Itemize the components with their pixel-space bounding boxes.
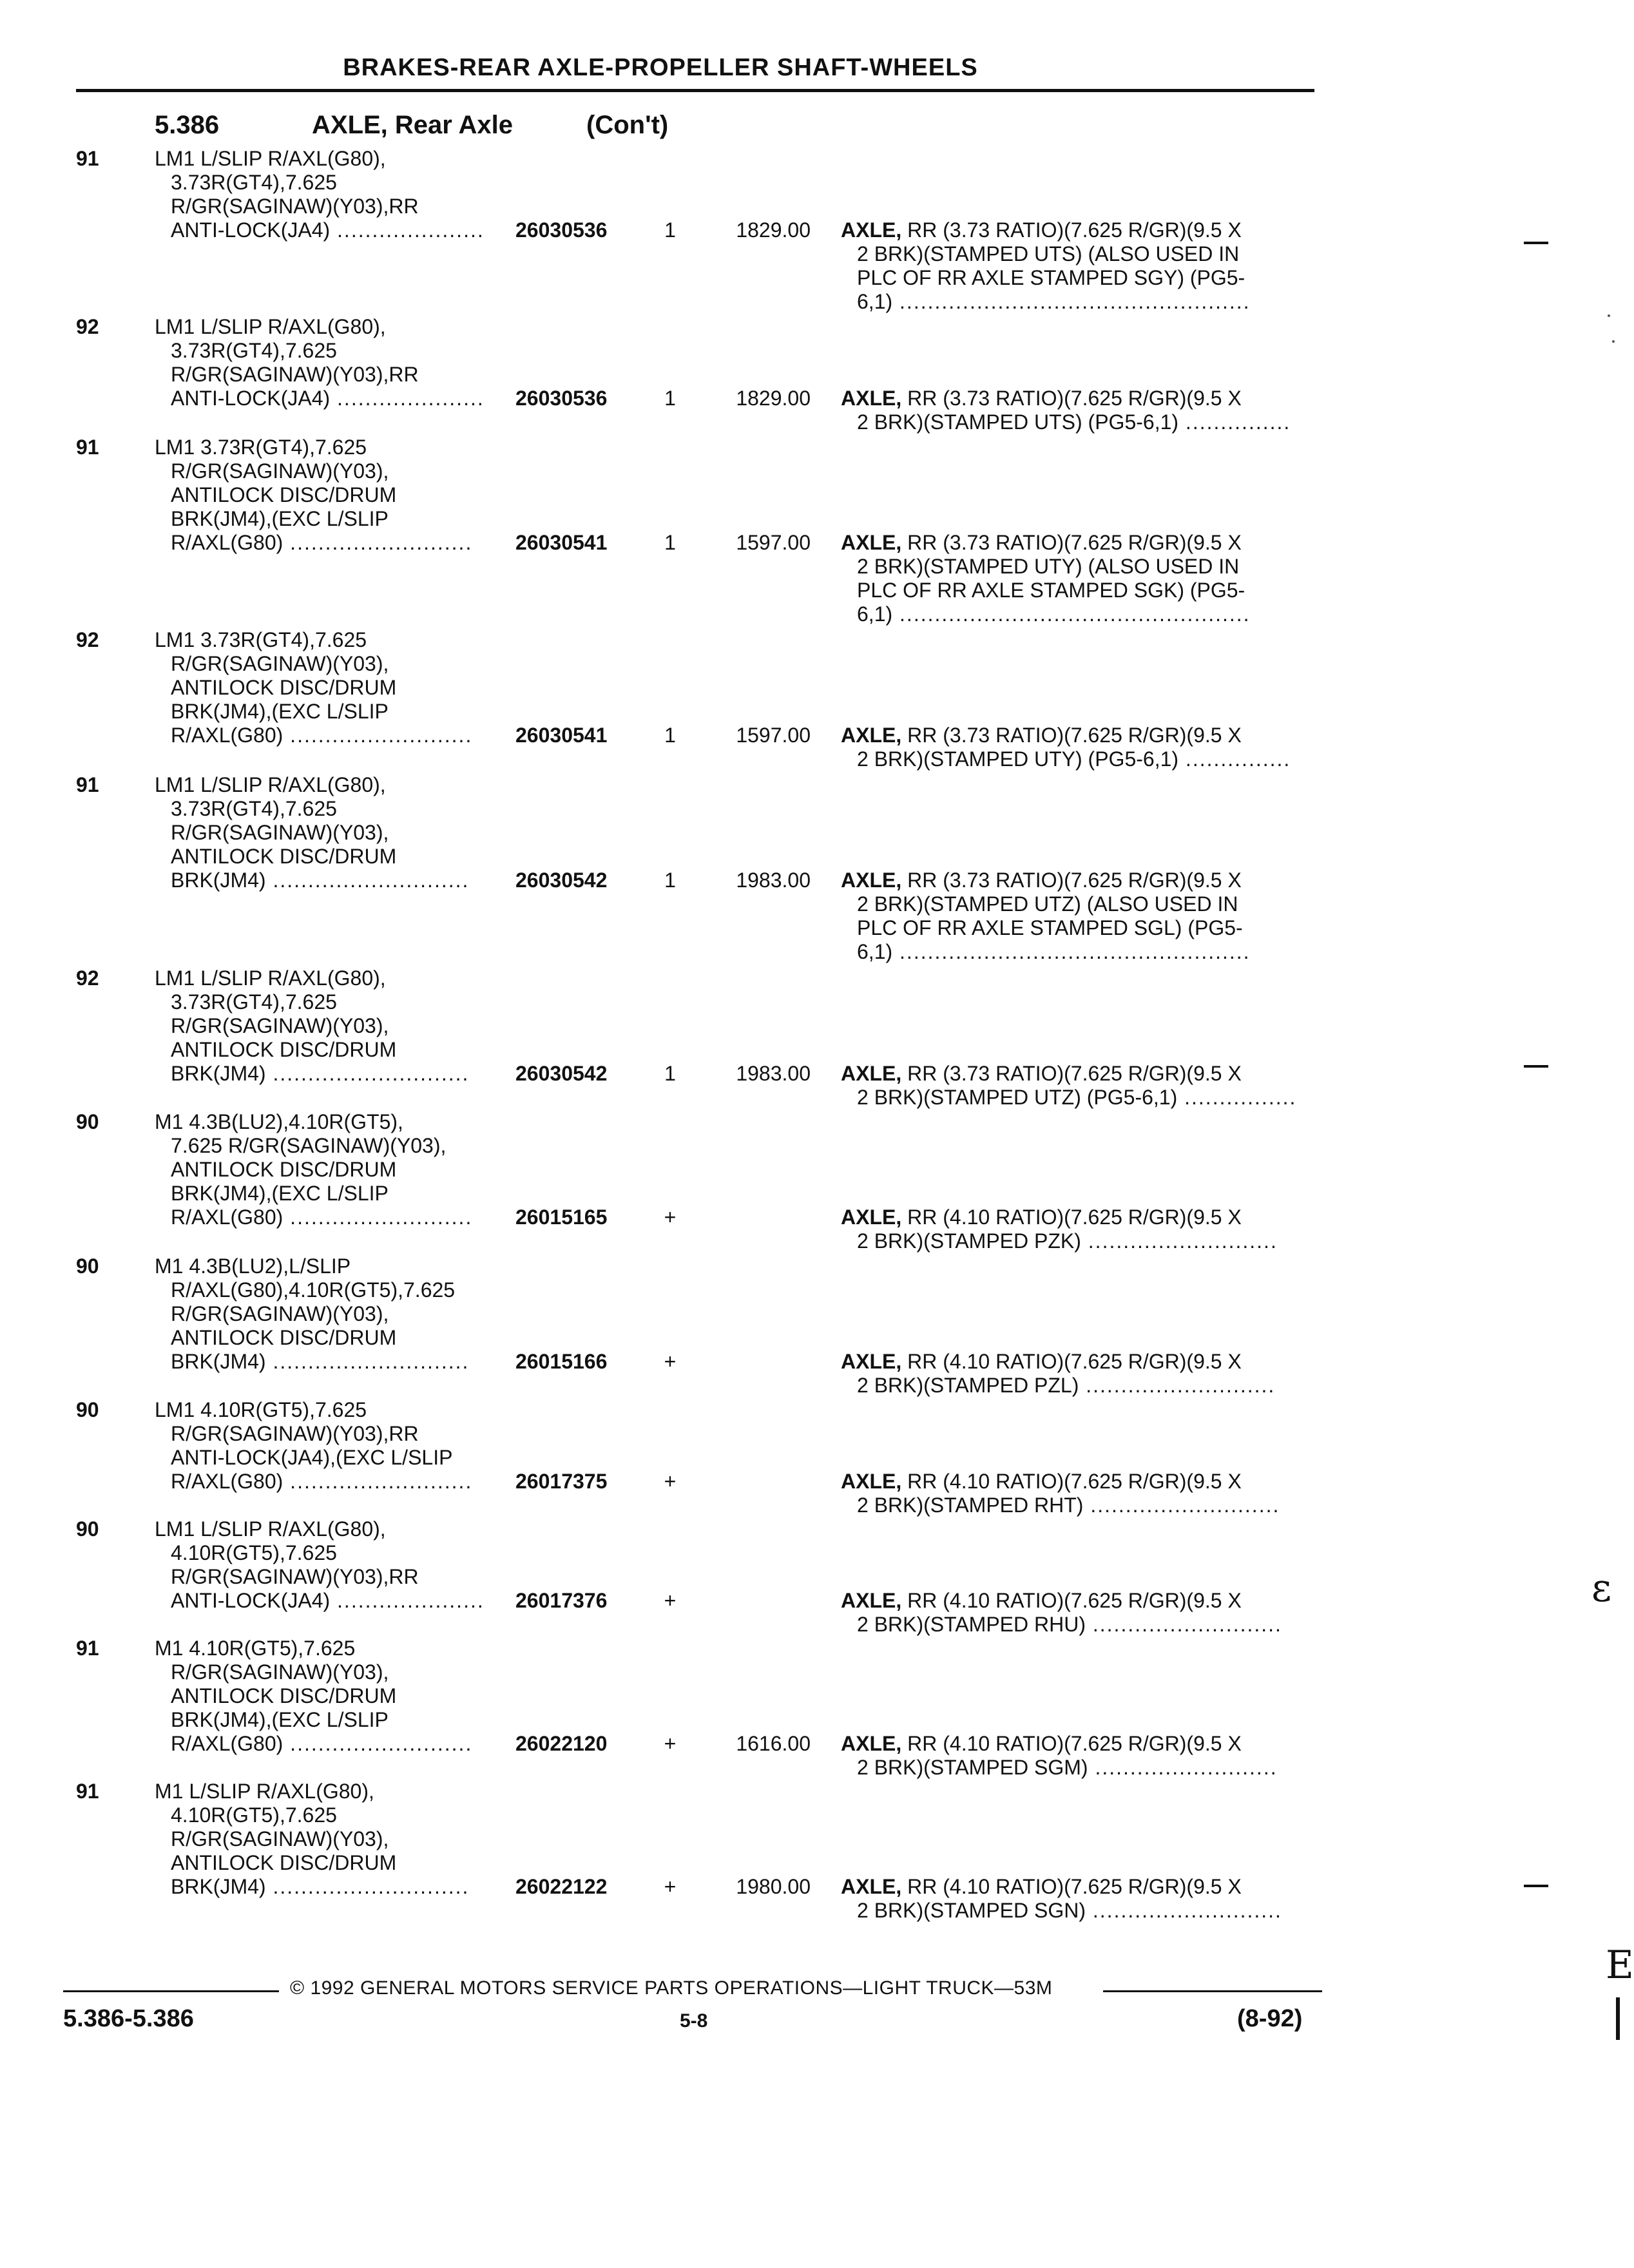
application-line bbox=[155, 821, 515, 845]
part-number: 26030541 bbox=[515, 724, 608, 747]
part-description-text: 2 BRK)(STAMPED UTY) (ALSO USED IN bbox=[857, 555, 1240, 578]
application-text: 3.73R(GT4),7.625 bbox=[171, 339, 337, 362]
application-text: 4.10R(GT5),7.625 bbox=[171, 1541, 337, 1564]
application-description bbox=[155, 773, 515, 892]
application-text: ANTI-LOCK(JA4) bbox=[171, 387, 331, 410]
application-text: R/AXL(G80) bbox=[171, 1206, 284, 1229]
application-line bbox=[155, 869, 515, 892]
dot-leader: ..................... bbox=[330, 1589, 485, 1612]
part-description-line bbox=[841, 1374, 1318, 1398]
dot-leader: ............... bbox=[1178, 410, 1291, 434]
application-line bbox=[155, 195, 515, 218]
part-description-line bbox=[841, 1899, 1318, 1923]
part-description-line bbox=[841, 1732, 1318, 1756]
part-noun: AXLE, bbox=[841, 1732, 902, 1755]
part-description-text: RR (3.73 RATIO)(7.625 R/GR)(9.5 X bbox=[907, 1062, 1242, 1085]
application-line bbox=[155, 1254, 515, 1278]
footer-copyright: © 1992 GENERAL MOTORS SERVICE PARTS OPERATIONS—LIGHT TRUCK—53M bbox=[290, 1977, 1053, 1999]
part-description bbox=[841, 1589, 1318, 1637]
application-description bbox=[155, 1637, 515, 1756]
part-description-text: 2 BRK)(STAMPED RHU) bbox=[857, 1613, 1086, 1636]
part-noun: AXLE, bbox=[841, 1350, 902, 1373]
application-line bbox=[155, 1062, 515, 1086]
margin-bar-mark bbox=[1616, 1997, 1620, 2040]
application-description bbox=[155, 1780, 515, 1899]
application-text: LM1 3.73R(GT4),7.625 bbox=[155, 628, 367, 651]
application-text: LM1 L/SLIP R/AXL(G80), bbox=[155, 966, 386, 990]
part-description-text: 2 BRK)(STAMPED UTY) (PG5-6,1) bbox=[857, 747, 1179, 771]
application-text: R/GR(SAGINAW)(Y03),RR bbox=[171, 195, 419, 218]
application-text: R/GR(SAGINAW)(Y03),RR bbox=[171, 363, 419, 386]
quantity: + bbox=[664, 1206, 677, 1229]
dot-leader: ........................... bbox=[1081, 1229, 1278, 1253]
application-line bbox=[155, 1422, 515, 1446]
part-number: 26022120 bbox=[515, 1732, 608, 1755]
application-text: ANTILOCK DISC/DRUM bbox=[171, 1326, 397, 1349]
part-description-line bbox=[841, 579, 1318, 602]
application-line bbox=[155, 1803, 515, 1827]
application-text: M1 4.10R(GT5),7.625 bbox=[155, 1637, 356, 1660]
quantity: 1 bbox=[664, 218, 676, 242]
part-description-text: 2 BRK)(STAMPED RHT) bbox=[857, 1494, 1084, 1517]
part-description-line bbox=[841, 724, 1318, 747]
part-description-text: 2 BRK)(STAMPED PZK) bbox=[857, 1229, 1081, 1253]
dot-leader: ........................... bbox=[1086, 1899, 1282, 1922]
application-line bbox=[155, 1780, 515, 1803]
application-text: BRK(JM4) bbox=[171, 1062, 266, 1085]
application-text: BRK(JM4),(EXC L/SLIP bbox=[171, 1182, 389, 1205]
application-line bbox=[155, 1589, 515, 1613]
dot-leader: .......................... bbox=[283, 1732, 473, 1755]
part-description bbox=[841, 387, 1318, 434]
application-line bbox=[155, 218, 515, 242]
margin-glyph-mark: E bbox=[1606, 1943, 1634, 1988]
application-line bbox=[155, 1398, 515, 1422]
application-text: BRK(JM4) bbox=[171, 869, 266, 892]
part-description-line bbox=[841, 1086, 1318, 1110]
application-line bbox=[155, 652, 515, 676]
part-description-text: PLC OF RR AXLE STAMPED SGL) (PG5- bbox=[857, 916, 1243, 939]
application-line bbox=[155, 845, 515, 869]
dot-leader: ..................... bbox=[330, 387, 485, 410]
part-noun: AXLE, bbox=[841, 869, 902, 892]
footer-rule-right bbox=[1103, 1990, 1322, 1992]
application-line bbox=[155, 507, 515, 531]
part-noun: AXLE, bbox=[841, 724, 902, 747]
quantity: + bbox=[664, 1470, 677, 1493]
part-description-line bbox=[841, 555, 1318, 579]
part-description bbox=[841, 218, 1318, 314]
part-number: 26017376 bbox=[515, 1589, 608, 1612]
quantity: + bbox=[664, 1875, 677, 1898]
part-description-line bbox=[841, 218, 1318, 242]
dot-leader: ............................ bbox=[265, 1875, 470, 1898]
part-description bbox=[841, 1875, 1318, 1923]
part-description-text: 6,1) bbox=[857, 602, 893, 626]
application-text: ANTILOCK DISC/DRUM bbox=[171, 1851, 397, 1874]
application-text: R/GR(SAGINAW)(Y03), bbox=[171, 821, 389, 844]
margin-dash-mark bbox=[1524, 1885, 1548, 1887]
application-text: LM1 L/SLIP R/AXL(G80), bbox=[155, 147, 386, 170]
part-description-text: RR (3.73 RATIO)(7.625 R/GR)(9.5 X bbox=[907, 724, 1242, 747]
part-noun: AXLE, bbox=[841, 387, 902, 410]
dot-leader: .................................................. bbox=[892, 602, 1251, 626]
application-text: LM1 L/SLIP R/AXL(G80), bbox=[155, 773, 386, 796]
quantity: 1 bbox=[664, 1062, 676, 1085]
dot-leader: .......................... bbox=[1088, 1756, 1278, 1779]
model-year: 90 bbox=[76, 1398, 99, 1421]
part-description-line bbox=[841, 1470, 1318, 1494]
part-noun: AXLE, bbox=[841, 1470, 902, 1493]
application-description bbox=[155, 315, 515, 410]
application-line bbox=[155, 966, 515, 990]
dot-leader: .................................................. bbox=[892, 290, 1251, 313]
application-line bbox=[155, 1446, 515, 1470]
model-year: 91 bbox=[76, 436, 99, 459]
part-description bbox=[841, 1206, 1318, 1253]
application-text: ANTILOCK DISC/DRUM bbox=[171, 1684, 397, 1707]
dot-leader: ............................ bbox=[265, 1062, 470, 1085]
part-description-line bbox=[841, 916, 1318, 940]
model-year: 91 bbox=[76, 1780, 99, 1803]
model-year: 90 bbox=[76, 1517, 99, 1541]
part-description-text: 2 BRK)(STAMPED UTZ) (PG5-6,1) bbox=[857, 1086, 1178, 1109]
quantity: + bbox=[664, 1732, 677, 1755]
footer-page-number: 5-8 bbox=[680, 2010, 708, 2032]
application-text: R/GR(SAGINAW)(Y03),RR bbox=[171, 1565, 419, 1588]
dot-leader: ........................... bbox=[1079, 1374, 1276, 1397]
part-description-text: RR (3.73 RATIO)(7.625 R/GR)(9.5 X bbox=[907, 387, 1242, 410]
application-text: 4.10R(GT5),7.625 bbox=[171, 1803, 337, 1827]
dot-leader: .......................... bbox=[283, 1470, 473, 1493]
application-line bbox=[155, 1326, 515, 1350]
dot-leader: .......................... bbox=[283, 724, 473, 747]
part-number: 26015165 bbox=[515, 1206, 608, 1229]
application-description bbox=[155, 1517, 515, 1613]
list-price: 1983.00 bbox=[736, 869, 811, 892]
application-text: LM1 L/SLIP R/AXL(G80), bbox=[155, 315, 386, 338]
application-line bbox=[155, 1827, 515, 1851]
application-text: ANTILOCK DISC/DRUM bbox=[171, 483, 397, 506]
part-description-line bbox=[841, 747, 1318, 771]
dot-leader: ............................ bbox=[265, 1350, 470, 1373]
part-description-text: PLC OF RR AXLE STAMPED SGY) (PG5- bbox=[857, 266, 1245, 289]
application-description bbox=[155, 147, 515, 242]
application-text: LM1 4.10R(GT5),7.625 bbox=[155, 1398, 367, 1421]
part-description-text: 6,1) bbox=[857, 940, 893, 963]
margin-dash-mark bbox=[1524, 242, 1548, 244]
dot-leader: ................ bbox=[1177, 1086, 1297, 1109]
part-number: 26015166 bbox=[515, 1350, 608, 1373]
part-description bbox=[841, 1732, 1318, 1780]
application-text: ANTI-LOCK(JA4) bbox=[171, 1589, 331, 1612]
application-line bbox=[155, 1875, 515, 1899]
application-line bbox=[155, 990, 515, 1014]
footer-date-code: (8-92) bbox=[1237, 2005, 1303, 2032]
list-price: 1597.00 bbox=[736, 531, 811, 554]
part-description-line bbox=[841, 1494, 1318, 1517]
application-line bbox=[155, 436, 515, 459]
application-line bbox=[155, 387, 515, 410]
application-line bbox=[155, 339, 515, 363]
model-year: 90 bbox=[76, 1110, 99, 1133]
application-line bbox=[155, 1110, 515, 1134]
application-text: R/GR(SAGINAW)(Y03), bbox=[171, 1827, 389, 1850]
application-text: R/GR(SAGINAW)(Y03), bbox=[171, 652, 389, 675]
application-text: M1 L/SLIP R/AXL(G80), bbox=[155, 1780, 374, 1803]
quantity: + bbox=[664, 1589, 677, 1612]
application-text: R/GR(SAGINAW)(Y03), bbox=[171, 1014, 389, 1037]
part-description-text: RR (4.10 RATIO)(7.625 R/GR)(9.5 X bbox=[907, 1350, 1242, 1373]
application-description bbox=[155, 1110, 515, 1229]
application-text: BRK(JM4),(EXC L/SLIP bbox=[171, 507, 389, 530]
application-text: M1 4.3B(LU2),L/SLIP bbox=[155, 1254, 351, 1278]
list-price: 1980.00 bbox=[736, 1875, 811, 1898]
part-description-line bbox=[841, 1229, 1318, 1253]
application-line bbox=[155, 1278, 515, 1302]
dot-leader: ........................... bbox=[1083, 1494, 1280, 1517]
part-description-line bbox=[841, 1062, 1318, 1086]
dot-leader: ............... bbox=[1178, 747, 1291, 771]
part-description-line bbox=[841, 410, 1318, 434]
section-continued: (Con't) bbox=[586, 111, 669, 139]
application-text: R/AXL(G80) bbox=[171, 531, 284, 554]
application-line bbox=[155, 1206, 515, 1229]
list-price: 1829.00 bbox=[736, 387, 811, 410]
page-header: BRAKES-REAR AXLE-PROPELLER SHAFT-WHEELS bbox=[343, 54, 978, 81]
part-noun: AXLE, bbox=[841, 531, 902, 554]
part-description-text: 2 BRK)(STAMPED UTS) (ALSO USED IN bbox=[857, 242, 1240, 265]
part-description-line bbox=[841, 290, 1318, 314]
application-description bbox=[155, 1398, 515, 1494]
part-description bbox=[841, 724, 1318, 771]
part-description-text: RR (4.10 RATIO)(7.625 R/GR)(9.5 X bbox=[907, 1470, 1242, 1493]
application-text: ANTI-LOCK(JA4),(EXC L/SLIP bbox=[171, 1446, 453, 1469]
application-text: R/GR(SAGINAW)(Y03), bbox=[171, 1660, 389, 1684]
quantity: + bbox=[664, 1350, 677, 1373]
application-description bbox=[155, 436, 515, 555]
application-line bbox=[155, 1470, 515, 1494]
part-description-text: RR (4.10 RATIO)(7.625 R/GR)(9.5 X bbox=[907, 1589, 1242, 1612]
list-price: 1983.00 bbox=[736, 1062, 811, 1085]
application-text: R/GR(SAGINAW)(Y03), bbox=[171, 1302, 389, 1325]
footer-section-range: 5.386-5.386 bbox=[63, 2005, 194, 2032]
quantity: 1 bbox=[664, 869, 676, 892]
application-line bbox=[155, 1732, 515, 1756]
application-line bbox=[155, 483, 515, 507]
dot-leader: ........................... bbox=[1085, 1613, 1282, 1636]
part-description-line bbox=[841, 266, 1318, 290]
part-description-line bbox=[841, 892, 1318, 916]
application-line bbox=[155, 147, 515, 171]
part-number: 26030542 bbox=[515, 1062, 608, 1085]
application-line bbox=[155, 315, 515, 339]
part-number: 26017375 bbox=[515, 1470, 608, 1493]
application-line bbox=[155, 628, 515, 652]
application-line bbox=[155, 1851, 515, 1875]
application-text: M1 4.3B(LU2),4.10R(GT5), bbox=[155, 1110, 403, 1133]
list-price: 1597.00 bbox=[736, 724, 811, 747]
quantity: 1 bbox=[664, 387, 676, 410]
application-line bbox=[155, 363, 515, 387]
application-text: 7.625 R/GR(SAGINAW)(Y03), bbox=[171, 1134, 447, 1157]
application-line bbox=[155, 797, 515, 821]
application-line bbox=[155, 1517, 515, 1541]
part-number: 26022122 bbox=[515, 1875, 608, 1898]
application-line bbox=[155, 531, 515, 555]
application-line bbox=[155, 171, 515, 195]
application-text: ANTILOCK DISC/DRUM bbox=[171, 1038, 397, 1061]
application-text: R/AXL(G80) bbox=[171, 1470, 284, 1493]
part-description-text: 2 BRK)(STAMPED SGN) bbox=[857, 1899, 1086, 1922]
margin-glyph-mark: ɛ bbox=[1591, 1566, 1612, 1611]
dot-leader: ............................ bbox=[265, 869, 470, 892]
dot-leader: ..................... bbox=[330, 218, 485, 242]
part-description-text: RR (3.73 RATIO)(7.625 R/GR)(9.5 X bbox=[907, 531, 1242, 554]
application-line bbox=[155, 700, 515, 724]
part-description-line bbox=[841, 1756, 1318, 1780]
application-text: R/AXL(G80),4.10R(GT5),7.625 bbox=[171, 1278, 456, 1302]
application-text: R/AXL(G80) bbox=[171, 724, 284, 747]
part-number: 26030541 bbox=[515, 531, 608, 554]
part-description bbox=[841, 531, 1318, 626]
application-text: R/AXL(G80) bbox=[171, 1732, 284, 1755]
list-price: 1829.00 bbox=[736, 218, 811, 242]
application-text: LM1 L/SLIP R/AXL(G80), bbox=[155, 1517, 386, 1541]
part-number: 26030536 bbox=[515, 387, 608, 410]
part-description-line bbox=[841, 387, 1318, 410]
application-line bbox=[155, 1038, 515, 1062]
part-description-line bbox=[841, 1206, 1318, 1229]
model-year: 91 bbox=[76, 1637, 99, 1660]
application-line bbox=[155, 1302, 515, 1326]
margin-dot-mark bbox=[1612, 340, 1615, 343]
part-description-line bbox=[841, 602, 1318, 626]
application-line bbox=[155, 676, 515, 700]
part-description-text: RR (4.10 RATIO)(7.625 R/GR)(9.5 X bbox=[907, 1206, 1242, 1229]
model-year: 91 bbox=[76, 147, 99, 170]
application-description bbox=[155, 628, 515, 747]
part-description-text: 2 BRK)(STAMPED UTS) (PG5-6,1) bbox=[857, 410, 1179, 434]
section-number: 5.386 bbox=[155, 111, 220, 139]
part-description-text: 2 BRK)(STAMPED PZL) bbox=[857, 1374, 1079, 1397]
dot-leader: .......................... bbox=[283, 1206, 473, 1229]
application-line bbox=[155, 1014, 515, 1038]
part-description-line bbox=[841, 869, 1318, 892]
application-line bbox=[155, 1637, 515, 1660]
part-description-text: RR (3.73 RATIO)(7.625 R/GR)(9.5 X bbox=[907, 869, 1242, 892]
part-description-line bbox=[841, 1875, 1318, 1899]
margin-dot-mark bbox=[1608, 314, 1610, 317]
part-description-text: 2 BRK)(STAMPED SGM) bbox=[857, 1756, 1088, 1779]
application-text: BRK(JM4),(EXC L/SLIP bbox=[171, 700, 389, 723]
part-noun: AXLE, bbox=[841, 1206, 902, 1229]
application-line bbox=[155, 1660, 515, 1684]
application-text: LM1 3.73R(GT4),7.625 bbox=[155, 436, 367, 459]
part-description-line bbox=[841, 1350, 1318, 1374]
application-text: BRK(JM4),(EXC L/SLIP bbox=[171, 1708, 389, 1731]
quantity: 1 bbox=[664, 531, 676, 554]
footer-rule-left bbox=[63, 1990, 279, 1992]
application-description bbox=[155, 1254, 515, 1374]
application-text: R/GR(SAGINAW)(Y03), bbox=[171, 459, 389, 483]
part-description bbox=[841, 1470, 1318, 1517]
application-line bbox=[155, 1565, 515, 1589]
list-price: 1616.00 bbox=[736, 1732, 811, 1755]
part-description-line bbox=[841, 940, 1318, 964]
header-rule bbox=[76, 89, 1314, 92]
application-line bbox=[155, 1158, 515, 1182]
part-number: 26030536 bbox=[515, 218, 608, 242]
margin-dash-mark bbox=[1524, 1065, 1548, 1068]
part-description-line bbox=[841, 1613, 1318, 1637]
part-noun: AXLE, bbox=[841, 1062, 902, 1085]
part-noun: AXLE, bbox=[841, 1589, 902, 1612]
application-text: R/GR(SAGINAW)(Y03),RR bbox=[171, 1422, 419, 1445]
model-year: 90 bbox=[76, 1254, 99, 1278]
application-line bbox=[155, 773, 515, 797]
application-text: BRK(JM4) bbox=[171, 1875, 266, 1898]
part-number: 26030542 bbox=[515, 869, 608, 892]
model-year: 91 bbox=[76, 773, 99, 796]
dot-leader: .......................... bbox=[283, 531, 473, 554]
application-line bbox=[155, 724, 515, 747]
part-description-text: 2 BRK)(STAMPED UTZ) (ALSO USED IN bbox=[857, 892, 1238, 916]
application-text: 3.73R(GT4),7.625 bbox=[171, 990, 337, 1014]
part-description bbox=[841, 1062, 1318, 1110]
application-text: BRK(JM4) bbox=[171, 1350, 266, 1373]
part-description-text: RR (3.73 RATIO)(7.625 R/GR)(9.5 X bbox=[907, 218, 1242, 242]
part-description-line bbox=[841, 1589, 1318, 1613]
part-description-text: 6,1) bbox=[857, 290, 893, 313]
quantity: 1 bbox=[664, 724, 676, 747]
application-text: ANTILOCK DISC/DRUM bbox=[171, 845, 397, 868]
application-text: 3.73R(GT4),7.625 bbox=[171, 797, 337, 820]
application-line bbox=[155, 1350, 515, 1374]
application-line bbox=[155, 1541, 515, 1565]
section-title: AXLE, Rear Axle bbox=[312, 111, 513, 139]
part-description-text: PLC OF RR AXLE STAMPED SGK) (PG5- bbox=[857, 579, 1245, 602]
application-description bbox=[155, 966, 515, 1086]
part-description bbox=[841, 1350, 1318, 1398]
application-line bbox=[155, 459, 515, 483]
dot-leader: .................................................. bbox=[892, 940, 1251, 963]
application-line bbox=[155, 1134, 515, 1158]
application-line bbox=[155, 1684, 515, 1708]
application-text: 3.73R(GT4),7.625 bbox=[171, 171, 337, 194]
model-year: 92 bbox=[76, 966, 99, 990]
application-line bbox=[155, 1182, 515, 1206]
model-year: 92 bbox=[76, 628, 99, 651]
part-description bbox=[841, 869, 1318, 964]
part-noun: AXLE, bbox=[841, 1875, 902, 1898]
model-year: 92 bbox=[76, 315, 99, 338]
part-description-line bbox=[841, 242, 1318, 266]
application-text: ANTILOCK DISC/DRUM bbox=[171, 676, 397, 699]
part-description-line bbox=[841, 531, 1318, 555]
part-description-text: RR (4.10 RATIO)(7.625 R/GR)(9.5 X bbox=[907, 1732, 1242, 1755]
application-line bbox=[155, 1708, 515, 1732]
application-text: ANTI-LOCK(JA4) bbox=[171, 218, 331, 242]
part-description-text: RR (4.10 RATIO)(7.625 R/GR)(9.5 X bbox=[907, 1875, 1242, 1898]
part-noun: AXLE, bbox=[841, 218, 902, 242]
application-text: ANTILOCK DISC/DRUM bbox=[171, 1158, 397, 1181]
